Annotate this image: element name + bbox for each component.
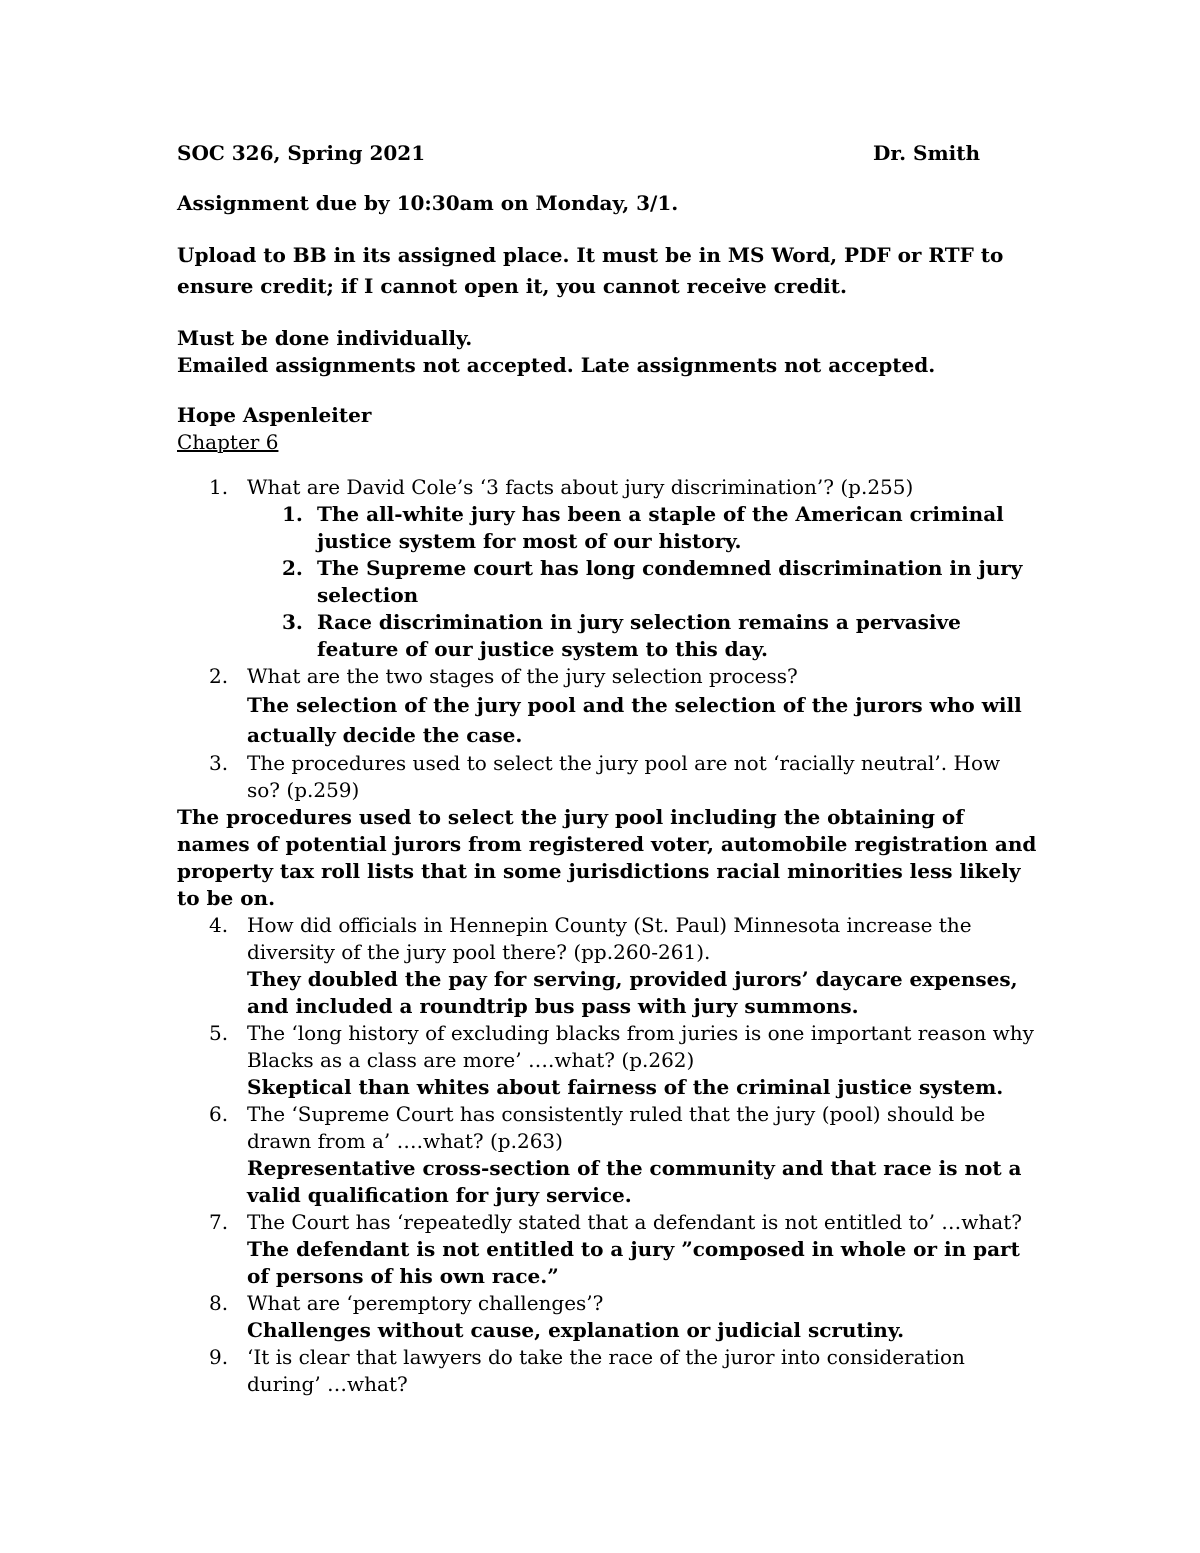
answer-text: Representative cross-section of the community and that race is not a valid qualification for jury service. (247, 1156, 1022, 1207)
question-text: What are ‘peremptory challenges’? (247, 1291, 604, 1315)
question-text: The procedures used to select the jury pool are not ‘racially neutral’. How so? (p.259) (247, 751, 1001, 802)
upload-instructions: Upload to BB in its assigned place. It must be in MS Word, PDF or RTF to ensure credit; if I cannot open it, you cannot receive credit. (177, 243, 1004, 298)
instructor-name: Dr. Smith (873, 141, 980, 165)
question-item (177, 663, 1037, 750)
document-header (177, 140, 980, 167)
individual-text: Must be done individually. (177, 326, 473, 350)
question-text: The ‘Supreme Court has consistently ruled that the jury (pool) should be drawn from a’ ….what? (p.263) (247, 1102, 986, 1153)
question-text: ‘It is clear that lawyers do take the race of the juror into consideration during’ …what? (247, 1345, 965, 1396)
question-item (177, 1020, 1037, 1101)
question-item (177, 1344, 1037, 1398)
question-number: 7. (209, 1210, 229, 1234)
student-name: Hope Aspenleiter (177, 403, 372, 427)
question-item (177, 474, 1037, 663)
question-number: 5. (209, 1021, 229, 1045)
question-text: The ‘long history of excluding blacks from juries is one important reason why Blacks as a class are more’ ….what? (p.262) (247, 1021, 1034, 1072)
individual-notice (177, 325, 1037, 379)
answer-text: Challenges without cause, explanation or judicial scrutiny. (247, 1318, 905, 1342)
question-item (177, 1101, 1037, 1209)
question-item (177, 912, 1037, 1020)
question-number: 8. (209, 1291, 229, 1315)
question-list-continued (177, 912, 1037, 1398)
document-page (177, 140, 1037, 1398)
answer-text-outdented: The procedures used to select the jury pool including the obtaining of names of potential jurors from registered voter, automobile registration and property tax roll lists that in some jurisdictions racial minorities less likely to be on. (177, 805, 1037, 910)
sub-answer-text: Race discrimination in jury selection remains a pervasive feature of our justice system to this day. (317, 610, 961, 661)
question-number: 6. (209, 1102, 229, 1126)
answer-text: They doubled the pay for serving, provided jurors’ daycare expenses, and included a roundtrip bus pass with jury summons. (247, 967, 1018, 1018)
chapter-heading: Chapter 6 (177, 430, 279, 454)
answer-text: The selection of the jury pool and the selection of the jurors who will actually decide the case. (247, 693, 1022, 747)
question-list (177, 474, 1037, 804)
sub-answer-item (247, 555, 1037, 609)
question-text: What are David Cole’s ‘3 facts about jury discrimination’? (p.255) (247, 475, 914, 499)
due-date-notice: Assignment due by 10:30am on Monday, 3/1. (177, 191, 679, 215)
answer-text: Skeptical than whites about fairness of the criminal justice system. (247, 1075, 1004, 1099)
sub-answer-number: 1. (282, 502, 303, 526)
question-number: 3. (209, 751, 229, 775)
question-number: 9. (209, 1345, 229, 1369)
question-number: 2. (209, 664, 229, 688)
question-item (177, 1209, 1037, 1290)
question-text: What are the two stages of the jury selection process? (247, 664, 798, 688)
question-number: 1. (209, 475, 229, 499)
policy-text: Emailed assignments not accepted. Late assignments not accepted. (177, 353, 936, 377)
question-item (177, 750, 1037, 804)
sub-answer-number: 3. (282, 610, 303, 634)
question-text: The Court has ‘repeatedly stated that a defendant is not entitled to’ …what? (247, 1210, 1022, 1234)
sub-answer-text: The all-white jury has been a staple of the American criminal justice system for most of our history. (317, 502, 1004, 553)
question-item (177, 1290, 1037, 1344)
sub-answer-number: 2. (282, 556, 303, 580)
question-text: How did officials in Hennepin County (St. Paul) Minnesota increase the diversity of the jury pool there? (pp.260-261). (247, 913, 972, 964)
answer-text: The defendant is not entitled to a jury ”composed in whole or in part of persons of his own race.” (247, 1237, 1020, 1288)
course-title: SOC 326, Spring 2021 (177, 141, 426, 165)
sub-answer-text: The Supreme court has long condemned discrimination in jury selection (317, 556, 1023, 607)
question-number: 4. (209, 913, 229, 937)
sub-answer-item (247, 609, 1037, 663)
sub-answer-item (247, 501, 1037, 555)
sub-answer-list (247, 501, 1037, 663)
